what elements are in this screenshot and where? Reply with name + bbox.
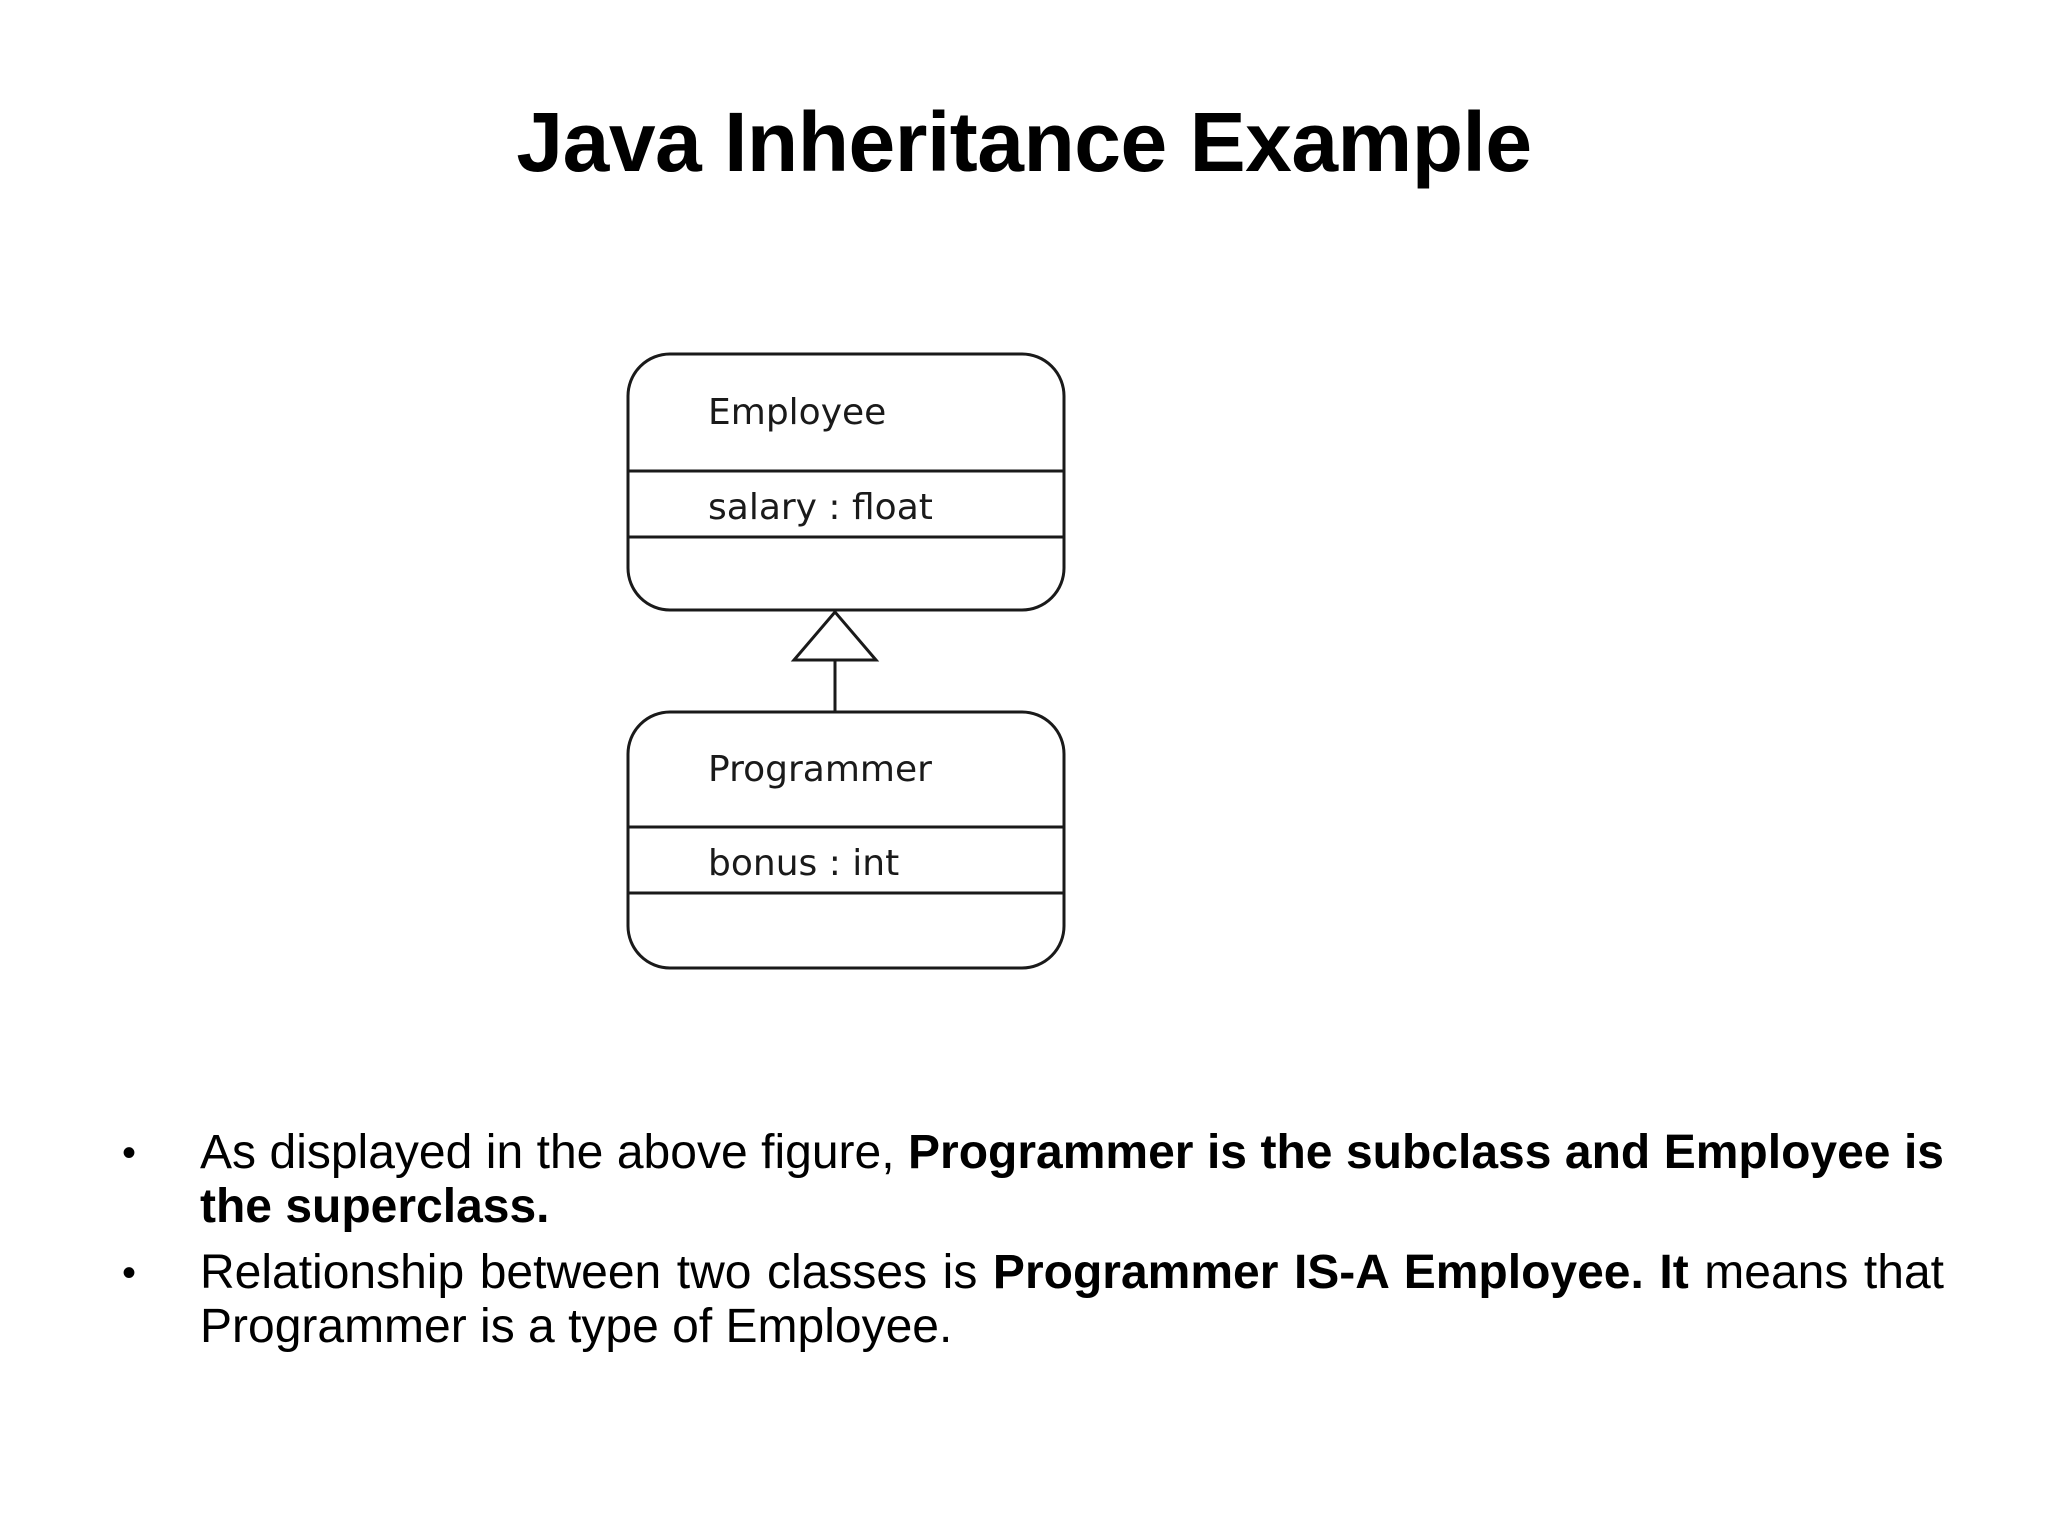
employee-class-box — [628, 354, 1064, 610]
bullet-list — [122, 1126, 1944, 1366]
hollow-triangle-arrowhead — [794, 612, 876, 660]
bullet-marker: • — [122, 1131, 137, 1175]
bullet-item — [122, 1126, 1944, 1234]
employee-class-name: Employee — [708, 392, 887, 433]
employee-attribute: salary : float — [708, 487, 933, 528]
bullet-marker: • — [122, 1251, 137, 1295]
programmer-class-box — [628, 712, 1064, 968]
programmer-class-name: Programmer — [708, 749, 932, 790]
bullet-text-plain: As displayed in the above figure, — [200, 1126, 909, 1179]
programmer-attribute: bonus : int — [708, 843, 900, 884]
bullet-item — [122, 1246, 1944, 1354]
bullet-text-bold: Programmer IS-A Employee. It — [992, 1246, 1689, 1299]
bullet-text-plain: Relationship between two classes is — [200, 1246, 993, 1299]
bullet-text-plain: means that Programmer is a type of Employee. — [200, 1246, 1944, 1353]
slide-title: Java Inheritance Example — [516, 95, 1532, 189]
inheritance-arrow — [794, 612, 876, 712]
bullet-text-bold: Programmer is the subclass and Employee is the superclass. — [200, 1126, 1944, 1233]
